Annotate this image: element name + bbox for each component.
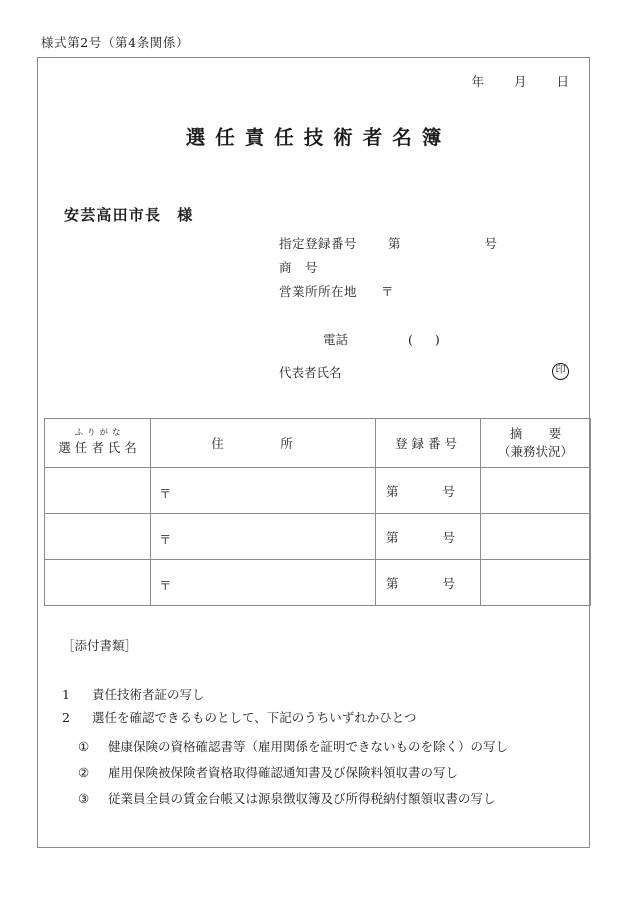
column-header-address-label: 住 所 <box>211 436 315 451</box>
applicant-info-block <box>279 232 497 304</box>
cell-registration[interactable] <box>376 560 481 606</box>
list-item <box>62 683 417 706</box>
cell-registration[interactable] <box>376 514 481 560</box>
seal-stamp-icon: 印 <box>552 363 569 380</box>
cell-remarks[interactable] <box>481 514 591 560</box>
addressee-honorific: 様 <box>177 206 194 224</box>
table-row[interactable] <box>45 514 591 560</box>
column-header-remarks-sub: （兼務状況） <box>497 444 573 459</box>
cell-registration[interactable] <box>376 468 481 514</box>
list-item <box>78 734 508 760</box>
trade-name-row <box>279 256 497 280</box>
cell-address[interactable] <box>151 468 376 514</box>
trade-name-label: 商 号 <box>279 260 319 275</box>
cell-registration-suffix: 号 <box>442 529 456 545</box>
representative-row <box>279 363 569 381</box>
engineer-roster-table <box>44 418 591 606</box>
date-month-label: 月 <box>514 74 527 89</box>
postal-mark-icon: 〒 <box>159 578 172 593</box>
attachment-subitem-text: 健康保険の資格確認書等（雇用関係を証明できないものを除く）の写し <box>108 739 509 754</box>
cell-remarks[interactable] <box>481 560 591 606</box>
cell-registration-suffix: 号 <box>442 575 456 591</box>
table-row[interactable] <box>45 468 591 514</box>
attachment-subitem-text: 雇用保険被保険者資格取得確認通知書及び保険料領収書の写し <box>108 765 459 780</box>
form-number-label: 様式第2号（第4条関係） <box>41 35 190 50</box>
attachment-subitem-number: ③ <box>78 791 90 806</box>
telephone-label: 電話 <box>323 332 349 347</box>
cell-address[interactable] <box>151 560 376 606</box>
postal-mark-icon: 〒 <box>381 284 394 299</box>
representative-label: 代表者氏名 <box>279 365 342 380</box>
attachment-subitem-text: 従業員全員の賃金台帳又は源泉徴収簿及び所得税納付額領収書の写し <box>108 791 496 806</box>
office-address-label: 営業所所在地 <box>279 284 358 299</box>
attachment-subitem-number: ① <box>78 739 90 754</box>
telephone-paren-open: ( <box>408 332 435 347</box>
cell-registration-inner <box>376 528 480 546</box>
column-header-remarks <box>481 419 591 468</box>
cell-registration-prefix: 第 <box>386 529 399 545</box>
column-header-remarks-main: 摘 要 <box>509 425 569 441</box>
attachments-heading: ［添付書類］ <box>62 638 138 653</box>
telephone-row <box>279 330 440 348</box>
cell-name[interactable] <box>45 560 151 606</box>
table-header-row <box>45 419 591 468</box>
registration-number-suffix: 号 <box>484 236 498 251</box>
date-line <box>472 72 569 90</box>
list-item <box>78 760 508 786</box>
column-header-furigana: ふりがな <box>74 428 125 439</box>
date-day-label: 日 <box>556 74 569 89</box>
addressee-recipient: 安芸高田市長 <box>64 206 162 224</box>
office-address-row <box>279 280 497 304</box>
column-header-registration <box>376 419 481 468</box>
column-header-registration-label: 登録番号 <box>394 436 461 451</box>
cell-registration-inner <box>376 482 480 500</box>
cell-registration-inner <box>376 574 480 592</box>
attachment-subitem-number: ② <box>78 765 90 780</box>
attachment-item-number: 2 <box>62 710 70 725</box>
cell-remarks[interactable] <box>481 468 591 514</box>
table-row[interactable] <box>45 560 591 606</box>
registration-number-row <box>279 232 497 256</box>
list-item <box>78 786 508 812</box>
addressee-line <box>64 204 193 225</box>
attachments-list <box>62 683 417 729</box>
attachment-item-text: 選任を確認できるものとして、下記のうちいずれかひとつ <box>92 710 417 725</box>
column-header-name-main: 選任者氏名 <box>58 439 141 455</box>
column-header-name <box>45 419 151 468</box>
registration-number-prefix: 第 <box>388 236 401 251</box>
postal-mark-icon: 〒 <box>159 532 172 547</box>
column-header-address <box>151 419 376 468</box>
cell-name[interactable] <box>45 514 151 560</box>
list-item <box>62 706 417 729</box>
cell-name[interactable] <box>45 468 151 514</box>
attachment-item-text: 責任技術者証の写し <box>92 687 205 702</box>
document-title: 選任責任技術者名簿 <box>185 126 452 149</box>
registration-number-label: 指定登録番号 <box>279 236 358 251</box>
postal-mark-icon: 〒 <box>159 486 172 501</box>
cell-registration-prefix: 第 <box>386 575 399 591</box>
cell-address[interactable] <box>151 514 376 560</box>
attachment-item-number: 1 <box>62 687 70 702</box>
date-year-label: 年 <box>471 74 485 89</box>
telephone-paren-close: ) <box>434 332 440 347</box>
cell-registration-suffix: 号 <box>442 483 456 499</box>
cell-registration-prefix: 第 <box>386 483 399 499</box>
attachments-sub-list <box>78 734 508 812</box>
form-frame <box>37 57 590 848</box>
